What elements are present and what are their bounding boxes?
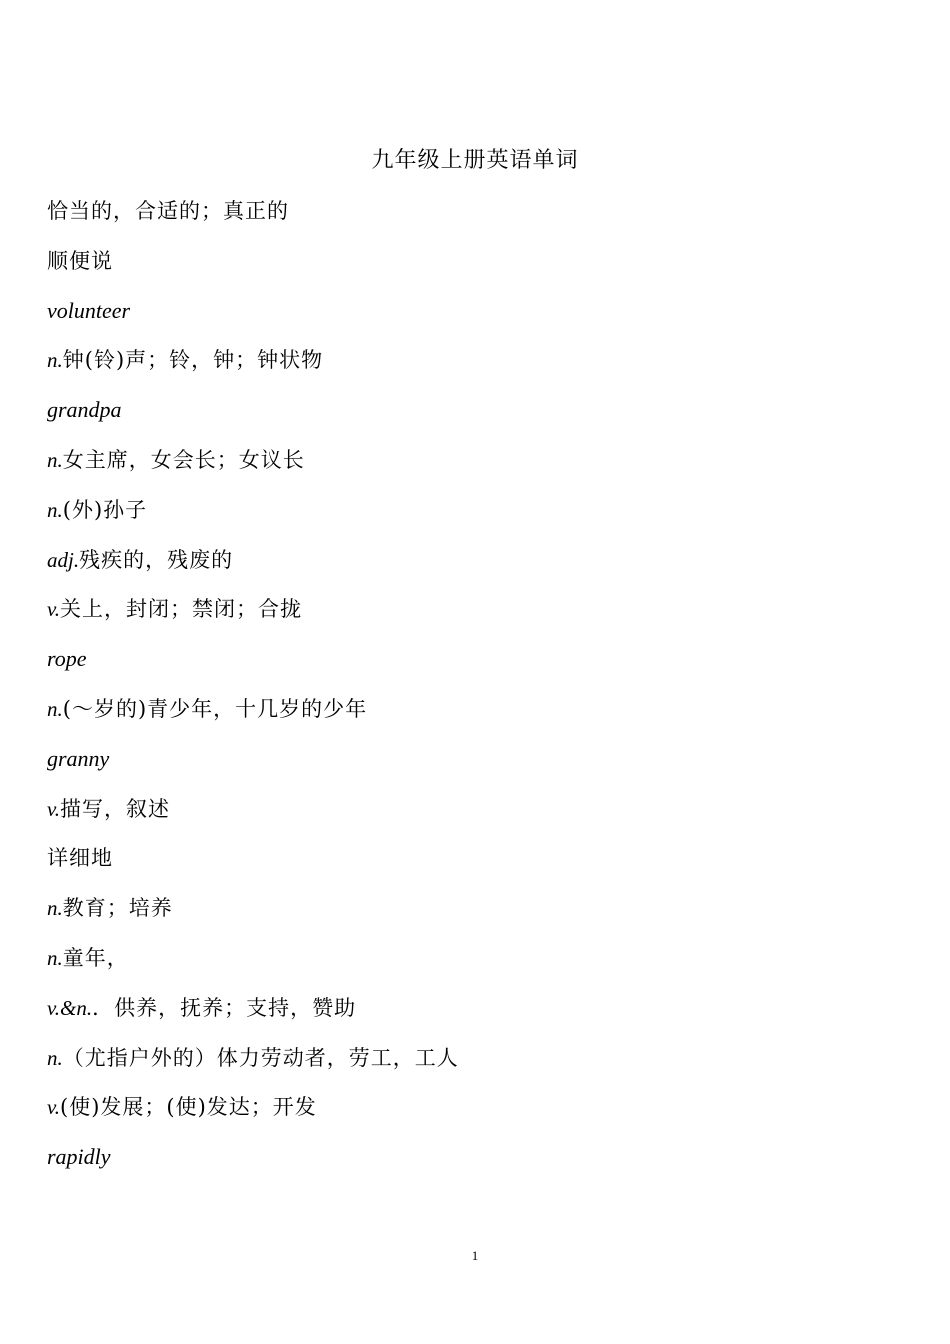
part-of-speech: n. — [47, 896, 63, 921]
vocab-entry — [47, 693, 907, 743]
vocab-entry — [47, 195, 907, 245]
vocab-entry — [47, 444, 907, 494]
entry-text: 童年， — [62, 945, 129, 970]
entry-text: 教育；培养 — [62, 896, 173, 921]
part-of-speech: v. — [47, 796, 61, 821]
english-word: rope — [47, 646, 87, 672]
vocab-entry — [47, 344, 907, 394]
english-word: rapidly — [47, 1144, 111, 1170]
vocab-entry — [47, 743, 907, 793]
entry-text: 详细地 — [47, 846, 113, 871]
vocab-entry — [47, 593, 907, 643]
entry-text: （尤指户外的）体力劳动者，劳工，工人 — [62, 1045, 459, 1070]
entry-text: 顺便说 — [47, 248, 113, 273]
vocab-entry — [47, 643, 907, 693]
english-word: grandpa — [47, 397, 122, 423]
part-of-speech: v.&n. — [47, 995, 93, 1020]
part-of-speech: v. — [47, 1095, 61, 1120]
entry-text: 恰当的，合适的；真正的 — [47, 199, 289, 223]
entry-text: 关上，封闭；禁闭；合拢 — [60, 597, 303, 622]
entry-text: 钟(铃)声；铃，钟；钟状物 — [62, 348, 324, 373]
part-of-speech: n. — [47, 348, 63, 373]
vocab-entry — [47, 245, 907, 295]
vocab-entry — [47, 1042, 907, 1092]
part-of-speech: n. — [47, 696, 63, 721]
entry-text: (使)发展；(使)发达；开发 — [60, 1095, 317, 1120]
vocab-entry — [47, 494, 907, 544]
vocab-entry — [47, 992, 907, 1042]
vocab-entry — [47, 892, 907, 942]
vocab-entry — [47, 942, 907, 992]
vocabulary-list — [47, 195, 907, 1191]
part-of-speech: n. — [47, 945, 63, 970]
entry-text: (～岁的)青少年，十几岁的少年 — [62, 696, 368, 721]
vocab-entry — [47, 793, 907, 843]
vocab-entry — [47, 1141, 907, 1191]
part-of-speech: n. — [47, 497, 63, 522]
english-word: granny — [47, 745, 110, 771]
page-number: 1 — [471, 1248, 479, 1263]
english-word: volunteer — [47, 297, 131, 323]
part-of-speech: n. — [47, 1045, 63, 1070]
entry-text: 女主席，女会长；女议长 — [62, 447, 305, 472]
part-of-speech: n. — [47, 447, 63, 472]
vocab-entry — [47, 544, 907, 594]
entry-text: ．供养，抚养；支持，赞助 — [92, 995, 357, 1020]
entry-text: 描写，叙述 — [60, 796, 171, 821]
vocab-entry — [47, 295, 907, 345]
part-of-speech: adj. — [47, 547, 80, 572]
page-title: 九年级上册英语单词 — [371, 148, 579, 173]
vocab-entry — [47, 1091, 907, 1141]
vocab-entry — [47, 842, 907, 892]
vocab-entry — [47, 394, 907, 444]
entry-text: (外)孙子 — [62, 497, 148, 522]
entry-text: 残疾的，残废的 — [79, 547, 234, 572]
part-of-speech: v. — [47, 597, 61, 622]
